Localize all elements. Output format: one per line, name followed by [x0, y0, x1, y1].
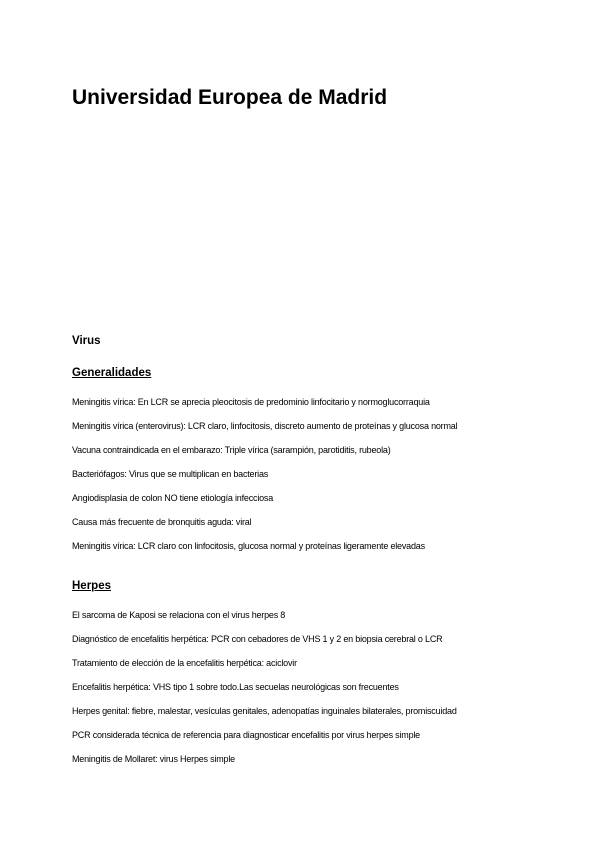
- list-item: Tratamiento de elección de la encefalitis herpética: aciclovir: [72, 658, 297, 668]
- list-item: Vacuna contraindicada en el embarazo: Triple vírica (sarampión, parotiditis, rubeola): [72, 445, 391, 455]
- generalidades-list: [72, 396, 457, 564]
- list-item: Angiodisplasia de colon NO tiene etiología infecciosa: [72, 493, 274, 503]
- list-item: El sarcoma de Kaposi se relaciona con el virus herpes 8: [72, 610, 286, 620]
- list-item: Causa más frecuente de bronquitis aguda: viral: [72, 517, 252, 527]
- list-item: Bacteriófagos: Virus que se multiplican en bacterias: [72, 469, 269, 479]
- herpes-list: [72, 609, 457, 777]
- list-item: Diagnóstico de encefalitis herpética: PCR con cebadores de VHS 1 y 2 en biopsia cerebral o LCR: [72, 634, 443, 644]
- list-item: Herpes genital: fiebre, malestar, vesículas genitales, adenopatías inguinales bilaterales, promiscuidad: [72, 706, 457, 716]
- subsection-heading-generalidades: Generalidades: [72, 367, 152, 379]
- document-title: Universidad Europea de Madrid: [72, 86, 388, 109]
- list-item: PCR considerada técnica de referencia para diagnosticar encefalitis por virus herpes simple: [72, 730, 420, 740]
- list-item: Meningitis vírica (enterovirus): LCR claro, linfocitosis, discreto aumento de proteínas y glucosa normal: [72, 421, 458, 431]
- section-heading-virus: Virus: [72, 335, 101, 347]
- list-item: Meningitis vírica: En LCR se aprecia pleocitosis de predominio linfocitario y normoglucorraquia: [72, 397, 430, 407]
- list-item: Encefalitis herpética: VHS tipo 1 sobre todo.Las secuelas neurológicas son frecuentes: [72, 682, 399, 692]
- list-item: Meningitis de Mollaret: virus Herpes simple: [72, 754, 235, 764]
- list-item: Meningitis vírica: LCR claro con linfocitosis, glucosa normal y proteínas ligeramente elevadas: [72, 541, 425, 551]
- subsection-heading-herpes: Herpes: [72, 580, 111, 592]
